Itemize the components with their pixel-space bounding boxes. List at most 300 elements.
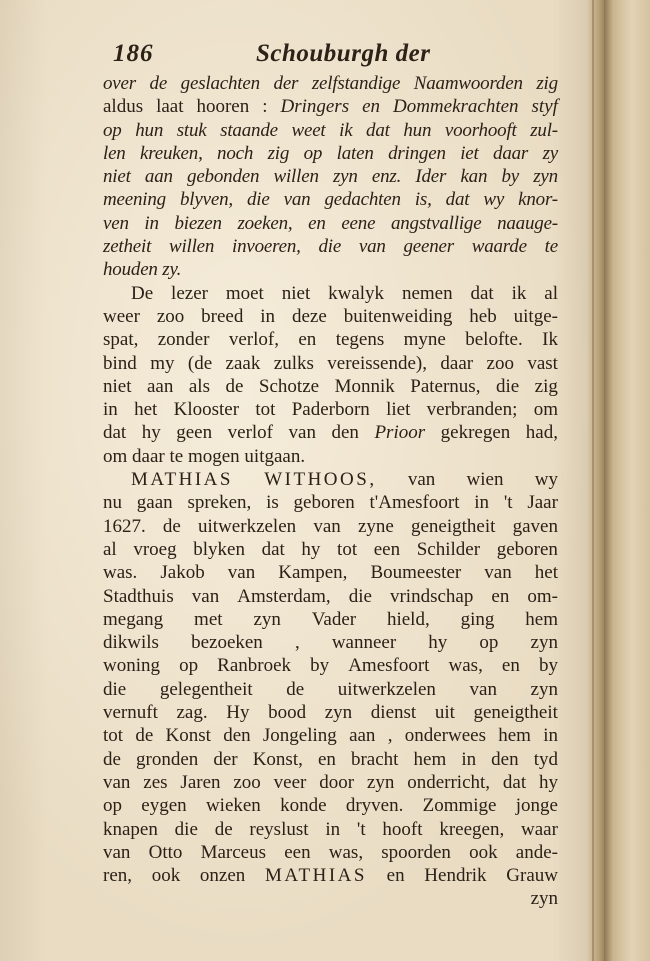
word: gelegentheit (159, 678, 253, 700)
word: vereissende), (327, 352, 427, 374)
word: niet (103, 166, 131, 188)
word: is (266, 492, 279, 514)
text-line (103, 282, 558, 305)
word: houden (103, 259, 158, 281)
word: zul- (530, 119, 558, 141)
text-line (103, 654, 558, 677)
word: hy (428, 632, 448, 654)
word: Dommekrachten (392, 96, 519, 118)
word: zulks (273, 352, 314, 374)
word: Monnik (334, 375, 395, 397)
word: dikwils (103, 632, 159, 654)
body-text (103, 72, 558, 911)
word: , (294, 632, 300, 654)
word: zyn (324, 702, 353, 724)
word: hy (538, 771, 558, 793)
text-line (103, 701, 558, 724)
word: by (310, 655, 330, 677)
word: van (288, 422, 316, 444)
word: moet (225, 282, 264, 304)
word: bood (268, 702, 307, 724)
word: als (188, 375, 210, 397)
word: en (308, 212, 326, 234)
word: len (103, 142, 126, 164)
word: spat, (103, 329, 139, 351)
word: dringen (388, 142, 446, 164)
word: verbranden; (426, 399, 518, 421)
word: zetheit (103, 236, 152, 258)
word: ven (103, 212, 129, 234)
word: over (103, 73, 136, 94)
gutter-line (592, 0, 594, 961)
word: megang (103, 608, 164, 630)
word: van (313, 515, 341, 537)
text-line (103, 678, 558, 701)
word: Konst, (252, 748, 303, 770)
word: heb (469, 305, 497, 327)
word: in (461, 748, 477, 770)
word: zyn (332, 166, 358, 188)
word: dat (445, 189, 470, 211)
word: dat (103, 422, 127, 444)
word: het (134, 399, 158, 421)
word: vroeg (133, 538, 177, 560)
word: om- (527, 585, 558, 607)
word: was, (448, 655, 483, 677)
word: waar (521, 818, 558, 840)
text-line (103, 142, 558, 165)
word: ook (151, 865, 181, 887)
page-edge (588, 0, 604, 961)
word: en (386, 865, 405, 887)
word: van (227, 562, 256, 584)
word: dat (502, 771, 527, 793)
word: styf (531, 96, 558, 118)
word: Prioor (374, 422, 426, 444)
word: reyslust (249, 818, 309, 840)
word: Ranbroek (217, 655, 292, 677)
word: ik (339, 119, 353, 141)
word: ook (469, 841, 498, 863)
word: de (286, 678, 305, 700)
word: Zommige (422, 795, 497, 817)
word: de (225, 375, 244, 397)
word: zoo (156, 305, 185, 327)
word: gronden (136, 748, 199, 770)
word: niet (103, 375, 132, 397)
word: aldus (103, 96, 144, 118)
word: daar (440, 352, 474, 374)
word: in (103, 399, 118, 421)
word: Hy (226, 702, 250, 724)
word: konde (280, 795, 327, 817)
word: van (103, 771, 131, 793)
word: die (348, 585, 372, 607)
word: en (501, 655, 520, 677)
word: en (362, 96, 380, 118)
word: nu (103, 492, 122, 514)
word: kwalyk (328, 282, 385, 304)
word: jonge (515, 795, 558, 817)
word: in (543, 725, 558, 747)
word: mogen (187, 445, 240, 467)
word: voorhooft (444, 119, 517, 141)
word: van (358, 236, 386, 258)
word: den (491, 748, 519, 770)
word: die (174, 818, 198, 840)
word: ging (460, 608, 495, 630)
text-line (103, 794, 558, 817)
word: en (491, 585, 510, 607)
word: 1627. (103, 515, 146, 537)
word: buitenweiding (343, 305, 453, 327)
word: op (303, 142, 323, 164)
word: zig (267, 142, 290, 164)
word: enz. (371, 166, 402, 188)
word: uitge- (513, 305, 558, 327)
word: weer (103, 305, 140, 327)
word: Amesfoort (348, 655, 430, 677)
word: zig (536, 73, 558, 94)
word: de (162, 515, 181, 537)
word: spreken, (187, 492, 252, 514)
text-line (103, 841, 558, 864)
word: de (149, 73, 168, 94)
word: zyn (530, 632, 558, 654)
word: gebonden (187, 166, 260, 188)
word: de (103, 748, 121, 770)
word: een (373, 538, 401, 560)
word: was, (328, 841, 364, 863)
word: om (103, 445, 128, 467)
word: geboren (293, 492, 355, 514)
word: was. (103, 562, 138, 584)
word: die (318, 236, 342, 258)
word: geener (403, 236, 454, 258)
word: een (284, 841, 311, 863)
word: hy (301, 538, 321, 560)
word: my (150, 352, 175, 374)
word: wanneer (331, 632, 397, 654)
word: tyd (533, 748, 558, 770)
word: zy (542, 142, 558, 164)
word: ren, (103, 865, 133, 887)
word: en (317, 748, 336, 770)
word: eene (341, 212, 376, 234)
word: en (298, 329, 317, 351)
word: zaak (225, 352, 261, 374)
word: tot (337, 538, 358, 560)
word: hun (403, 119, 432, 141)
word: in (144, 212, 159, 234)
word: laten (336, 142, 374, 164)
text-line (103, 445, 558, 468)
word: uitwerkzelen (337, 678, 436, 700)
word: de (214, 818, 233, 840)
word: Otto (148, 841, 183, 863)
text-line (103, 72, 558, 95)
word: hem (498, 725, 531, 747)
word: lezer (171, 282, 208, 304)
word: geslachten (180, 73, 260, 94)
word: niet (281, 282, 311, 304)
word: den (331, 422, 359, 444)
word: dryven. (345, 795, 404, 817)
word: hem (525, 608, 558, 630)
word: der (213, 748, 238, 770)
word: die (246, 189, 270, 211)
word: de (135, 725, 154, 747)
word: hun (135, 119, 164, 141)
word: zoeken, (237, 212, 293, 234)
word: vast (527, 352, 558, 374)
word: tot (103, 725, 124, 747)
word: kreegen, (439, 818, 505, 840)
text-line (103, 608, 558, 631)
word: hield, (386, 608, 430, 630)
word: wy (534, 469, 558, 491)
word: t'Amesfoort (369, 492, 460, 514)
word: veer (273, 771, 307, 793)
page-number: 186 (113, 40, 154, 67)
word: ande- (515, 841, 558, 863)
word: daar (493, 142, 529, 164)
word: zyn (366, 771, 395, 793)
adjacent-page-edge (604, 0, 650, 961)
word: in (260, 305, 276, 327)
word: dat (261, 538, 285, 560)
word: Boumeester (370, 562, 462, 584)
word: aan (349, 725, 376, 747)
word: zes (143, 771, 168, 793)
word: spoorden (381, 841, 451, 863)
word: De (131, 282, 154, 304)
word: wieken (205, 795, 261, 817)
page-header (113, 40, 553, 74)
word: zonder (157, 329, 210, 351)
word: tegens (335, 329, 385, 351)
word: waarde (471, 236, 527, 258)
text-line (103, 352, 558, 375)
word: Paternus, (410, 375, 481, 397)
text-line (103, 398, 558, 421)
text-line (103, 561, 558, 584)
word: in (325, 818, 341, 840)
word: eygen (141, 795, 187, 817)
word: zoo (233, 771, 261, 793)
word: knapen (103, 818, 158, 840)
word: uitwerkzelen (198, 515, 297, 537)
word: te (169, 445, 184, 467)
word: zoo (486, 352, 514, 374)
word: Jaren (180, 771, 221, 793)
word: knor- (518, 189, 558, 211)
word: van (407, 469, 436, 491)
text-line (103, 771, 558, 794)
word: van (191, 585, 220, 607)
word: vrindschap (389, 585, 474, 607)
word: zyn (253, 608, 281, 630)
word: zyn (530, 678, 558, 700)
word: woning (103, 655, 160, 677)
word: : (262, 96, 268, 118)
text-line (103, 818, 558, 841)
word: belofte. (465, 329, 523, 351)
word: hy (141, 422, 161, 444)
word: Konst (165, 725, 211, 747)
word: daar (132, 445, 165, 467)
text-line (103, 375, 558, 398)
word: Stadthuis (103, 585, 174, 607)
word: invoeren, (231, 236, 301, 258)
word: breed (201, 305, 244, 327)
word: zyne (357, 515, 394, 537)
word: MATHIAS (265, 865, 367, 887)
word: hooren (196, 96, 250, 118)
word: Paderborn (291, 399, 370, 421)
word: op (179, 655, 199, 677)
word: 't (356, 818, 366, 840)
word: die (495, 375, 520, 397)
word: van (484, 562, 512, 584)
word: Schotze (258, 375, 320, 397)
word: blyken (193, 538, 245, 560)
word: stuk (176, 119, 207, 141)
text-line (103, 188, 558, 211)
word: gaan (136, 492, 173, 514)
text-line (103, 538, 558, 561)
word: , (387, 725, 393, 747)
word: zig (534, 375, 558, 397)
word: zelfstandige (311, 73, 401, 94)
word: laat (156, 96, 184, 118)
word: vernuft (103, 702, 158, 724)
word: bezoeken (191, 632, 263, 654)
word: gekregen (440, 422, 511, 444)
word: biezen (174, 212, 222, 234)
word: (de (187, 352, 213, 374)
word: zyn (530, 888, 558, 910)
running-head: Schouburgh der (256, 40, 431, 67)
word: geboren (496, 538, 558, 560)
word: zy. (162, 259, 182, 281)
text-line (103, 305, 558, 328)
word: van (103, 841, 131, 863)
word: verlof (227, 422, 274, 444)
word: willen (168, 236, 215, 258)
word: Ider (415, 166, 447, 188)
word: liet (386, 399, 411, 421)
text-line (103, 748, 558, 771)
word: die (103, 678, 127, 700)
word: van (469, 678, 497, 700)
word: het (534, 562, 558, 584)
text-line (103, 328, 558, 351)
word: meening (103, 189, 166, 211)
word: Jakob (160, 562, 205, 584)
text-line (103, 631, 558, 654)
word: naauge- (497, 212, 558, 234)
word: Jaar (527, 492, 558, 514)
word: kreuken, (140, 142, 203, 164)
word: blyven, (180, 189, 233, 211)
word: aan (144, 166, 173, 188)
word: bracht (350, 748, 399, 770)
word: van (283, 189, 311, 211)
word: Marceus (200, 841, 267, 863)
word: zag. (176, 702, 208, 724)
word: met (194, 608, 223, 630)
text-line (103, 165, 558, 188)
word: by (538, 655, 558, 677)
word: hem (413, 748, 447, 770)
word: om (533, 399, 558, 421)
word: had, (525, 422, 558, 444)
word: Klooster (173, 399, 240, 421)
word: Kampen, (278, 562, 348, 584)
text-line (103, 421, 558, 444)
word: verlof, (228, 329, 279, 351)
word: Vader (311, 608, 357, 630)
word: Schilder (416, 538, 481, 560)
word: aan (147, 375, 174, 397)
word: Amsterdam, (237, 585, 331, 607)
word: op (479, 632, 499, 654)
text-line (103, 258, 558, 281)
text-line (103, 95, 558, 118)
text-line (103, 887, 558, 910)
text-line (103, 515, 558, 538)
word: uitgaan. (244, 445, 306, 467)
word: is, (414, 189, 432, 211)
word: gedachten (324, 189, 401, 211)
word: myne (403, 329, 446, 351)
text-line (103, 235, 558, 258)
word: dienst (370, 702, 417, 724)
word: kan (460, 166, 488, 188)
word: uit (434, 702, 455, 724)
word: al (544, 282, 558, 304)
word: ik (511, 282, 527, 304)
word: tot (255, 399, 276, 421)
text-line (103, 212, 558, 235)
word: dat (366, 119, 390, 141)
word: staande (220, 119, 278, 141)
word: hooft (382, 818, 423, 840)
word: Ik (542, 329, 558, 351)
word: weet (291, 119, 326, 141)
text-line (103, 468, 558, 491)
word: Jongeling (262, 725, 337, 747)
word: Dringers (280, 96, 350, 118)
word: willen (273, 166, 319, 188)
word: der (273, 73, 299, 94)
word: gaven (512, 515, 558, 537)
word: WITHOOS, (264, 469, 377, 491)
text-line (103, 491, 558, 514)
word: noch (217, 142, 254, 164)
word: wien (466, 469, 504, 491)
word: 't (503, 492, 513, 514)
word: te (544, 236, 558, 258)
word: iet (460, 142, 479, 164)
word: Hendrik (424, 865, 487, 887)
word: deze (291, 305, 327, 327)
word: onderwees (404, 725, 486, 747)
word: nemen (401, 282, 453, 304)
word: angstvallige (390, 212, 482, 234)
word: zyn (533, 166, 558, 188)
